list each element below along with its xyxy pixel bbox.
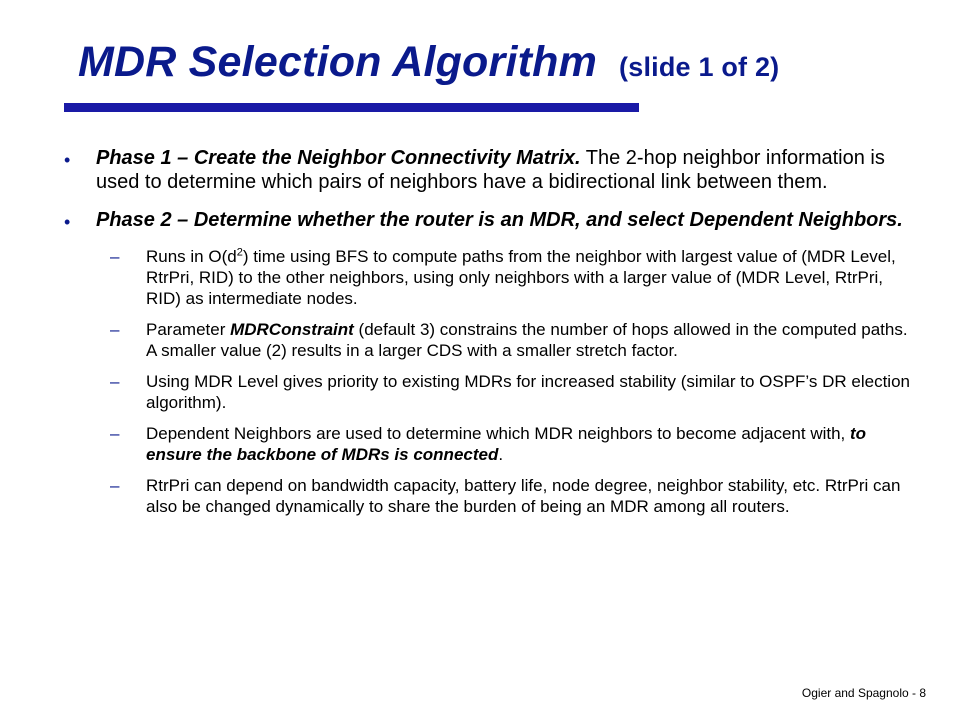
subitem-mdr-level	[110, 371, 916, 413]
subitem-dependent-neighbors-text-a: Dependent Neighbors are used to determine which MDR neighbors to become adjacent with,	[146, 424, 851, 443]
subitem-mdrconstraint-param: MDRConstraint	[230, 320, 354, 339]
subitem-bfs-text-c: ) time using BFS to compute paths from the neighbor with largest value of (MDR Level, RtrPri, RID) to the other neighbors, using only neighbors with a larger value of (MDR Level, RtrPri, RID) as intermediate nodes.	[146, 247, 896, 308]
slide-title-main: MDR Selection Algorithm	[78, 38, 598, 86]
subitem-mdrconstraint	[110, 319, 916, 361]
dash-icon: –	[110, 476, 120, 495]
bullet-phase-2-lead: Phase 2 – Determine whether the router is an MDR, and select Dependent Neighbors.	[96, 209, 903, 231]
subitem-bfs	[110, 246, 916, 309]
title-underline	[64, 103, 639, 112]
dash-icon: –	[110, 320, 120, 339]
subitem-rtrpri-text: RtrPri can depend on bandwidth capacity, battery life, node degree, neighbor stability, etc. RtrPri can also be changed dynamically to share the burden of being an MDR among all routers.	[146, 476, 901, 516]
dash-icon: –	[110, 372, 120, 391]
slide-title-sub: (slide 1 of 2)	[619, 52, 780, 82]
subitem-mdrconstraint-text-a: Parameter	[146, 320, 231, 339]
slide-body	[0, 146, 960, 527]
bullet-phase-1-text: The 2-hop neighbor information is used to determine which pairs of neighbors have a bidirectional link between them.	[96, 147, 885, 193]
subitem-mdr-level-text: Using MDR Level gives priority to existing MDRs for increased stability (similar to OSPF’s DR election algorithm).	[146, 372, 910, 412]
subitem-rtrpri	[110, 475, 916, 517]
slide-footer: Ogier and Spagnolo - 8	[801, 686, 926, 700]
slide-title	[78, 38, 779, 87]
subitem-mdrconstraint-text-c: (default 3) constrains the number of hops allowed in the computed paths. A smaller value (2) results in a larger CDS with a smaller stretch factor.	[146, 320, 908, 360]
subitem-bfs-text-a: Runs in O(d	[146, 247, 237, 266]
subitem-bfs-exponent: 2	[236, 246, 243, 259]
bullet-phase-2	[64, 208, 926, 232]
subitem-dependent-neighbors	[110, 423, 916, 465]
bullet-dot-icon: •	[64, 150, 71, 170]
bullet-phase-1-lead: Phase 1 – Create the Neighbor Connectivity Matrix.	[96, 147, 581, 169]
phase-2-sublist	[0, 246, 960, 517]
dash-icon: –	[110, 424, 120, 443]
subitem-dependent-neighbors-text-c: .	[498, 445, 504, 464]
dash-icon: –	[110, 247, 120, 266]
bullet-dot-icon: •	[64, 212, 71, 232]
subitem-dependent-neighbors-emphasis: to ensure the backbone of MDRs is connected	[146, 424, 867, 464]
bullet-phase-1	[64, 146, 926, 194]
